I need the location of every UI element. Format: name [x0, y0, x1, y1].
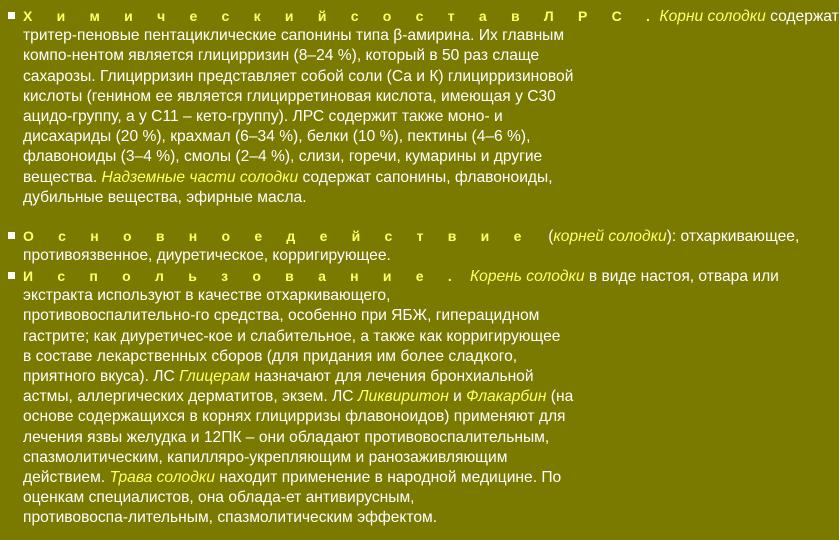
text-line	[8, 387, 720, 407]
text-line	[8, 468, 720, 488]
square-bullet-icon	[8, 232, 15, 239]
text-line	[8, 266, 779, 286]
paragraph-usage	[8, 266, 779, 528]
text-run: действием.	[23, 468, 110, 486]
section-heading-chemical-composition: Х и м и ч е с к и й с о с т а в Л Р С .	[23, 8, 656, 24]
square-bullet-icon	[8, 272, 15, 279]
section-heading-usage: И с п о л ь з о в а н и е .	[23, 268, 457, 284]
text-run: и	[448, 388, 467, 406]
text-line: экстракта используют в качестве отхаркивающего,	[23, 287, 391, 305]
section-heading-main-action: О с н о в н о е д е й с т в и е	[23, 228, 527, 244]
italic-term: Ликвиритон	[357, 388, 449, 406]
text-run: (на	[546, 388, 574, 406]
text-line: кислоты (генином ее является глицирретиновая кислота, имеющая у С30	[23, 87, 556, 105]
text-line: в составе лекарственных сборов (для придания им более сладкого,	[23, 347, 518, 365]
text-line: тритер-пеновые пентациклические сапонины типа β-амирина. Их главным	[23, 27, 565, 45]
text-line: противоязвенное, диуретическое, корригирующее.	[23, 247, 391, 265]
text-line: ацидо-группу, а у С11 – кето-группу). ЛРС содержит также моно- и	[23, 107, 503, 125]
italic-term: Надземные части солодки	[101, 168, 299, 186]
italic-term: Глицерам	[179, 367, 250, 385]
italic-term: Корни солодки	[659, 8, 766, 25]
text-line: противовоспа-лительным, спазмолитическим эффектом.	[23, 509, 438, 527]
text-line: противовоспалительно-го средства, особенно при ЯБЖ, гиперацидном	[23, 307, 540, 325]
text-line: флавоноиды (3–4 %), смолы (2–4 %), слизи, горечи, кумарины и другие	[23, 148, 543, 166]
text-run	[457, 268, 470, 285]
text-run: (	[526, 228, 554, 245]
text-run: назначают для лечения бронхиальной	[250, 367, 534, 385]
text-line: лечения язвы желудка и 12ПК – они обладают противовоспалительным,	[23, 428, 550, 446]
italic-term: Флакарбин	[466, 388, 547, 406]
text-line: компо-нентом является глицирризин (8–24 %), который в 50 раз слаще	[23, 47, 540, 65]
paragraph-chemical-composition	[8, 6, 839, 208]
text-line	[8, 168, 720, 188]
text-run: вещества.	[23, 168, 102, 186]
text-run: содержат	[765, 8, 839, 25]
text-line: оценкам специалистов, она облада-ет антивирусным,	[23, 489, 415, 507]
square-bullet-icon	[8, 12, 15, 19]
text-line: спазмолитическим, капилляро-укрепляющим и ранозаживляющим	[23, 448, 508, 466]
text-run: содержат сапонины, флавоноиды,	[298, 168, 553, 186]
text-run: в виде настоя, отвара или	[584, 268, 779, 285]
text-line	[8, 367, 720, 387]
text-run: астмы, аллергических дерматитов, экзем. ЛС	[23, 388, 358, 406]
text-run: приятного вкуса). ЛС	[23, 367, 180, 385]
text-line: дубильные вещества, эфирные масла.	[23, 188, 307, 206]
italic-term: корней солодки	[553, 228, 667, 245]
text-line	[8, 6, 839, 26]
text-line: основе содержащихся в корнях глицирризы флавоноидов) применяют для	[23, 408, 566, 426]
text-run: ): отхаркивающее,	[666, 228, 800, 245]
text-run: находит применение в народной медицине. По	[214, 468, 562, 486]
text-line: сахарозы. Глицирризин представляет собой соли (Са и К) глицирризиновой	[23, 67, 574, 85]
text-line: гастрите; как диуретичес-кое и слабительное, а также как корригирующее	[23, 327, 561, 345]
text-line: дисахариды (20 %), крахмал (6–34 %), белки (10 %), пектины (4–6 %),	[23, 128, 531, 146]
paragraph-main-action	[8, 226, 800, 266]
italic-term: Корень солодки	[469, 268, 585, 285]
text-line	[8, 226, 800, 246]
italic-term: Трава солодки	[109, 468, 215, 486]
